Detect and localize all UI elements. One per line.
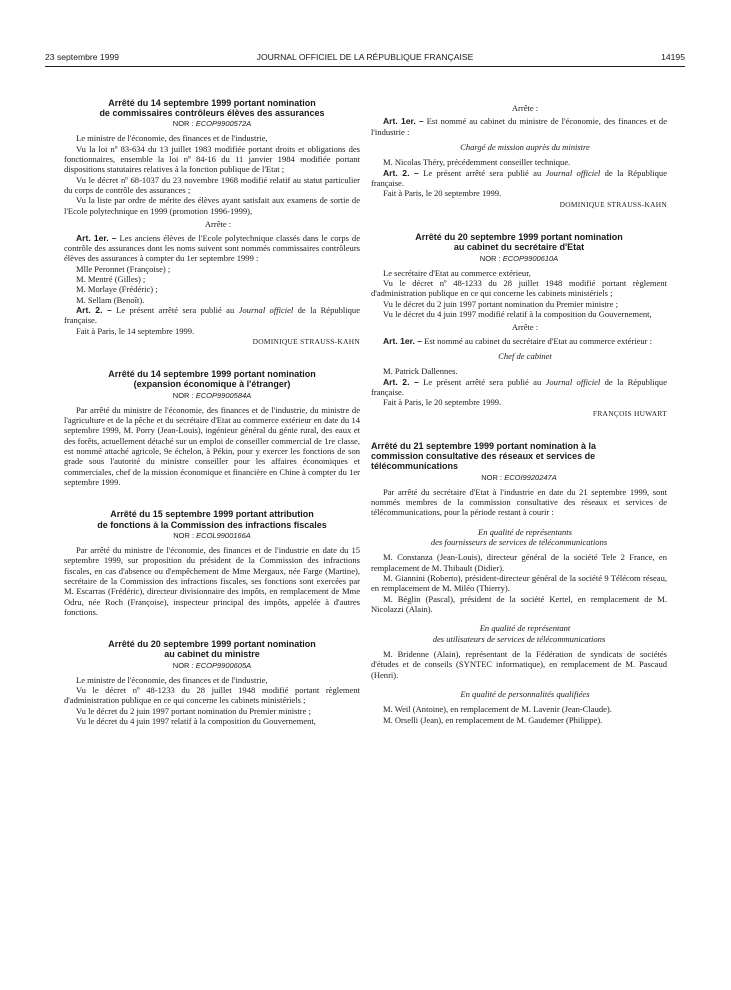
paragraph: Vu la liste par ordre de mérite des élèves ayant satisfait aux examens de sortie de l'Ecole polytechnique en 1999 (promotion 1996-1999), (64, 195, 360, 216)
name-item: Mlle Peronnet (Françoise) ; (76, 263, 171, 274)
decree-4 (64, 639, 360, 726)
decree-1-nor: NOR : ECOP9900572A (172, 119, 252, 129)
member: M. Giannini (Roberto), président-directeur général de la société 9 Télécom réseau, en remplacement de M. Miléo (Thierry). (371, 572, 667, 594)
paragraph: Vu le décret du 2 juin 1997 portant nomination du Premier ministre ; (383, 298, 618, 309)
appointee: M. Nicolas Théry, précédemment conseiller technique. (383, 157, 571, 168)
section-heading: En qualité de représentants des fournisseurs de services de télécommunications (430, 526, 608, 547)
role-heading: Chef de cabinet (498, 350, 552, 361)
article-1: Art. 1er. – Est nommé au cabinet du ministre de l'économie, des finances et de l'industrie : (371, 116, 667, 137)
member: M. Orselli (Jean), en remplacement de M. Gaudemer (Philippe). (383, 714, 603, 725)
decree-2-title: Arrêté du 14 septembre 1999 portant nomination (expansion économique à l'étranger) (108, 369, 316, 390)
role-heading: Chargé de mission auprès du ministre (460, 142, 590, 153)
appointee: M. Patrick Dallennes. (383, 366, 458, 377)
paragraph: Vu la loi nº 83-634 du 13 juillet 1983 modifiée portant droits et obligations des fonctionnaires, ensemble la loi nº 84-16 du 11 janvier 1984 modifiée portant dispositions statutaires relatives à la fonction publique de l'Etat ; (64, 143, 360, 175)
header-date: 23 septembre 1999 (45, 52, 120, 62)
paragraph: Vu le décret du 4 juin 1997 relatif à la composition du Gouvernement, (76, 716, 316, 727)
signed-date: Fait à Paris, le 14 septembre 1999. (76, 325, 195, 336)
paragraph: Par arrêté du ministre de l'économie, des finances et de l'industrie, du ministre de l'agriculture et de la pêche et du secrétaire d'Etat au commerce extérieur en date du 14 septembre 1999, M. Porry (Jean-Louis), ingénieur général du génie rural, des eaux et des forêts, actuellement détaché sur un emploi de conseiller commercial de 1re classe, est nommé attaché agricole, 9e échelon, à Pékin, pour y exercer les fonctions de son grade sous l'autorité du ministre conseiller pour les affaires économiques et commerciales, chef de la mission économique et financière en Chine à compter du 1er septembre 1999. (64, 404, 360, 488)
page-header (45, 52, 685, 66)
name-item: M. Sellam (Benoît). (76, 294, 145, 305)
paragraph: Par arrêté du ministre de l'économie, des finances et de l'industrie en date du 15 septembre 1999, sur proposition du président de la Commission des infractions fiscales, en cas d'absence ou d'empêchement de Mme Mergaux, née Farge (Martine), secrétaire de la Commission des infractions fiscales, ses fonctions sont exercées par M. Escarras (Frédéric), directeur divisionnaire des impôts, en remplacement de Mme Odru, née Roch (Françoise), inspecteur principal des impôts, appelée à d'autres fonctions. (64, 544, 360, 617)
header-title: JOURNAL OFFICIEL DE LA RÉPUBLIQUE FRANÇAISE (256, 52, 474, 62)
paragraph: Le ministre de l'économie, des finances et de l'industrie, (76, 133, 268, 144)
signature: DOMINIQUE STRAUSS-KAHN (559, 199, 667, 209)
article-2: Art. 2. – Le présent arrêté sera publié au Journal officiel de la République française. (371, 376, 667, 397)
decree-2-nor: NOR : ECOP9900584A (172, 390, 252, 400)
name-item: M. Morlaye (Frédéric) ; (76, 284, 158, 295)
decree-3-title: Arrêté du 15 septembre 1999 portant attribution de fonctions à la Commission des infractions fiscales (97, 509, 327, 530)
decree-3-nor: NOR : ECOL9900166A (173, 530, 251, 540)
paragraph: Le secrétaire d'Etat au commerce extérieur, (383, 267, 531, 278)
article-1: Art. 1er. – Les anciens élèves de l'Ecole polytechnique classés dans le corps de contrôle des assurances dont les noms suivent sont nommés commissaires contrôleurs élèves des assurances à compter du 1er septembre 1999 : (64, 232, 360, 264)
signature: DOMINIQUE STRAUSS-KAHN (252, 336, 360, 346)
paragraph: Vu le décret nº 68-1037 du 23 novembre 1968 modifié relatif au statut particulier du corps de contrôle des assurances ; (64, 174, 360, 196)
member: M. Béglin (Pascal), président de la société Kertel, en remplacement de M. Nicolazzi (Alain). (371, 593, 667, 615)
header-rule (45, 66, 685, 67)
decree-6 (371, 441, 667, 725)
left-column (64, 98, 360, 726)
decree-1-title: Arrêté du 14 septembre 1999 portant nomination de commissaires contrôleurs élèves des assurances (99, 98, 325, 119)
decree-6-nor: NOR : ECOI9920247A (481, 472, 557, 482)
signed-date: Fait à Paris, le 20 septembre 1999. (383, 188, 502, 199)
decree-5 (371, 232, 667, 419)
signature: FRANÇOIS HUWART (592, 408, 667, 418)
decree-5-title: Arrêté du 20 septembre 1999 portant nomination au cabinet du secrétaire d'Etat (415, 232, 623, 253)
decree-3 (64, 509, 360, 617)
paragraph: Vu le décret nº 48-1233 du 28 juillet 1948 modifié portant règlement d'administration publique en ce qui concerne les cabinets ministériels ; (371, 277, 667, 299)
header-page-number: 14195 (661, 52, 685, 62)
member: M. Constanza (Jean-Louis), directeur général de la société Tele 2 France, en remplacement de M. Thibault (Didier). (371, 552, 667, 573)
article-1: Art. 1er. – Est nommé au cabinet du secrétaire d'Etat au commerce extérieur : (383, 335, 653, 346)
article-2: Art. 2. – Le présent arrêté sera publié au Journal officiel de la République française. (64, 304, 360, 326)
arrete-label: Arrête : (204, 219, 232, 230)
decree-4-continued (371, 103, 667, 210)
name-item: M. Mentré (Gilles) ; (76, 273, 146, 284)
member: M. Bridenne (Alain), représentant de la Fédération de syndicats de sociétés d'études et de conseils (SYNTEC informatique), en remplacement de M. Pascaud (Henri). (371, 649, 667, 680)
decree-4-title: Arrêté du 20 septembre 1999 portant nomination au cabinet du ministre (108, 639, 316, 660)
signed-date: Fait à Paris, le 20 septembre 1999. (383, 397, 502, 408)
decree-1 (64, 98, 360, 347)
arrete-label: Arrête : (511, 322, 539, 333)
paragraph: Par arrêté du secrétaire d'Etat à l'industrie en date du 21 septembre 1999, sont nommés membres de la commission consultative des réseaux et services de télécommunications, pour la période restant à courir : (371, 486, 667, 518)
paragraph: Vu le décret du 2 juin 1997 portant nomination du Premier ministre ; (76, 705, 311, 716)
arrete-label: Arrête : (511, 103, 539, 113)
paragraph: Vu le décret nº 48-1233 du 28 juillet 1948 modifié portant règlement d'administration publique en ce qui concerne les cabinets ministériels ; (64, 685, 360, 706)
right-column (371, 103, 667, 725)
section-heading: En qualité de représentant des utilisateurs de services de télécommunications (432, 623, 606, 644)
section-heading: En qualité de personnalités qualifiées (460, 689, 590, 700)
decree-6-title: Arrêté du 21 septembre 1999 portant nomination à la commission consultative des réseaux et services de télécommunications (371, 440, 597, 472)
member: M. Weil (Antoine), en remplacement de M. Lavenir (Jean-Claude). (383, 704, 612, 715)
paragraph: Le ministre de l'économie, des finances et de l'industrie, (76, 674, 268, 685)
paragraph: Vu le décret du 4 juin 1997 modifié relatif à la composition du Gouvernement, (383, 308, 652, 319)
decree-5-nor: NOR : ECOP9900610A (479, 253, 559, 263)
article-2: Art. 2. – Le présent arrêté sera publié au Journal officiel de la République française. (371, 167, 667, 189)
decree-2 (64, 369, 360, 487)
decree-4-nor: NOR : ECOP9900605A (172, 660, 252, 670)
